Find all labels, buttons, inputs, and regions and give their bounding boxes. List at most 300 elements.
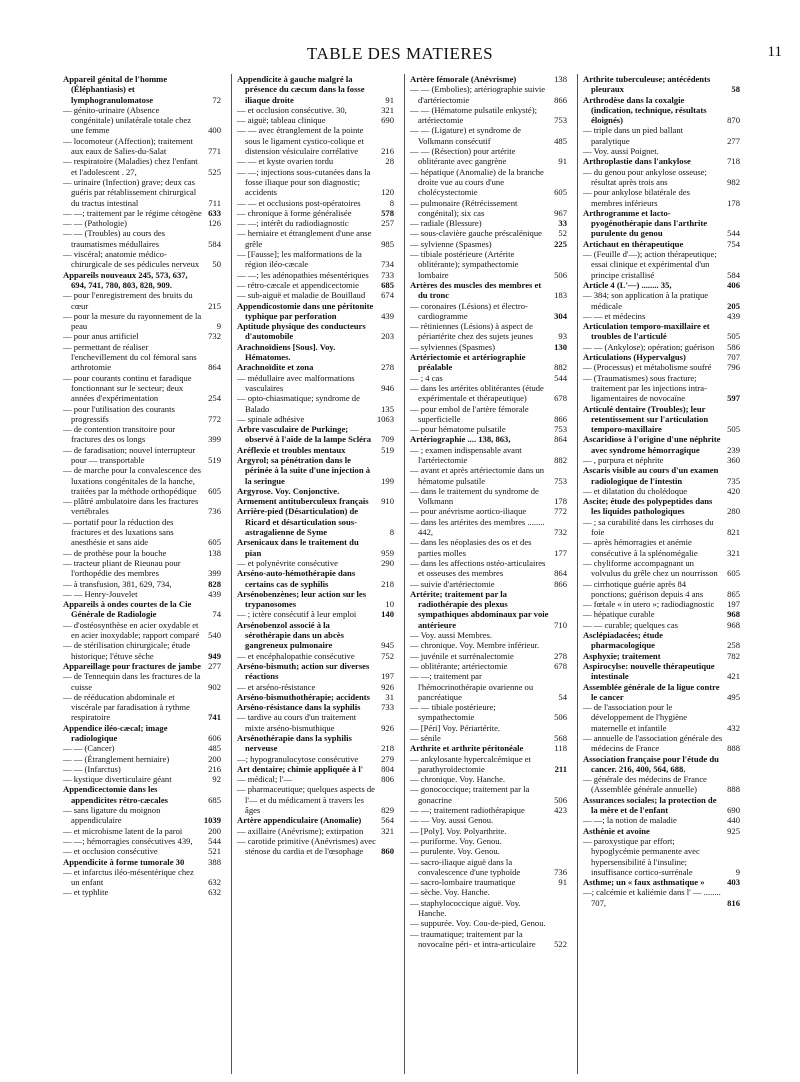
index-entry-text: — [Fausse]; les malformations de la région iléo-cæcale [237,249,362,270]
index-entry-text: —; calcémie et kaliémie dans l' — ........ 707, [583,887,721,908]
index-entry-text: — tardive au cours d'un traitement mixte arséno-bismuthique [237,712,357,733]
index-entry-text: — pour embol de l'artère fémorale superficielle [410,403,529,424]
index-entry-page: 605 [727,568,740,579]
index-entry-text: — de Tennequin dans les fractures de la cuisse [63,671,201,692]
index-entry-text: — sénile [410,733,441,743]
index-entry-page: 741 [208,712,221,723]
index-entry-page: 707 [727,352,740,363]
index-entry-text: — — Voy. aussi Genou. [410,815,494,826]
running-title: TABLE DES MATIERES [306,44,494,63]
index-entry-text: — cirrhotique guérie après 84 ponctions; guérison depuis 4 ans [583,578,704,599]
index-entry-text: — tracteur pliant de Rieunau pour l'orthopédie des membres [63,557,181,579]
index-entry-text: Artère fémorale (Anévrisme) [410,74,517,84]
index-entry [583,877,740,887]
index-entry-text: — et infarctus iléo-mésentérique chez un enfant [63,866,194,888]
index-entry [583,682,740,703]
index-entry-text: — puriforme. Voy. Genou. [410,835,502,846]
index-entry-text: Appareil génital de l'homme (Éléphantiasis) et lymphogranulomatose [63,74,168,105]
index-entry [63,105,221,136]
index-entry [583,537,740,558]
index-entry-text: — sacro-lombaire traumatique [410,877,516,888]
index-entry [583,558,740,579]
index-entry [410,125,567,146]
index-entry-page: 968 [727,609,740,620]
index-entry [410,486,567,507]
index-entry [63,548,221,558]
index-entry [583,826,740,836]
index-entry-text: Art dentaire; chimie appliquée à l' [237,763,364,774]
index-entry-page: 606 [208,733,221,743]
index-entry-page: 754 [727,238,740,249]
page-number: 11 [767,44,782,60]
index-entry [583,146,740,156]
index-entry-page: 277 [727,135,740,146]
index-entry-page: 439 [727,310,740,321]
index-entry-text: — permettant de réaliser l'enchevillement du col fémoral sans arthrotomie [63,341,197,373]
index-entry [237,198,394,208]
index-entry [63,671,221,692]
index-entry-text: Asphyxie; traitement [583,650,661,661]
index-entry [63,177,221,208]
index-entry [410,239,567,249]
index-entry [63,74,221,105]
index-entry [583,754,740,775]
index-entry [583,496,740,517]
index-entry-text: Arsénothérapie dans la syphilis nerveuse [237,733,352,754]
index-entry [237,74,394,105]
index-entry-text: — hépatique (Anomalie) de la branche droite vue au cours d'une cholécystectomie [410,166,544,198]
index-entry-text: — pulmonaire (Rétrécissement congénital); six cas [410,197,518,218]
index-entry [63,826,221,836]
index-entry [63,579,221,589]
index-entry-page: 632 [208,887,221,898]
index-entry-page: 544 [208,835,221,846]
index-entry-text: — pour l'utilisation des courants progressifs [63,403,175,424]
index-entry [583,733,740,754]
index-entry [63,290,221,311]
index-entry-text: Asthme; un « faux asthmatique » [583,877,705,888]
index-entry [410,249,567,280]
index-entry-page: 734 [381,259,394,270]
index-entry [410,805,567,815]
index-entry-page: 710 [554,619,567,630]
index-entry-text: — d'ostéosynthèse en acier oxydable et en acier inoxydable; rapport comparé [63,619,200,641]
index-entry [63,784,221,805]
index-entry-text: — purulente. Voy. Genou. [410,846,500,857]
index-entry-page: 91 [385,94,394,105]
index-entry [63,496,221,517]
index-entry-page: 866 [554,413,567,424]
index-entry-text: Assemblée générale de la ligue contre le cancer [583,681,720,702]
index-entry-page: 926 [381,681,394,692]
index-entry-text: — chronique. Voy. Membre inférieur. [410,640,540,651]
index-entry-page: 568 [554,733,567,743]
index-entry [583,774,740,795]
index-entry [237,609,394,619]
index-entry [237,218,394,228]
index-entry-page: 505 [727,424,740,435]
index-entry-text: — — (Pathologie) [63,218,127,229]
index-entry [410,404,567,425]
index-entry [63,887,221,897]
index-entry-text: Arthrodèse dans la coxalgie (indication, technique, résultats éloignés) [583,94,707,126]
index-entry-page: 183 [554,290,567,301]
index-entry [583,125,740,146]
index-entry-text: Appareillage pour fractures de jambe [63,660,201,671]
index-entry [63,867,221,888]
index-entry [237,208,394,218]
index-entry-text: — rétiniennes (Lésions) à aspect de périartérite chez des sujets jeunes [410,321,534,342]
index-entry [63,805,221,826]
index-entry-text: — sous-clavière gauche préscalénique [410,228,542,239]
index-entry-page: 118 [554,743,567,754]
index-entry-text: Artichaut en thérapeutique [583,238,684,249]
index-entry [410,434,567,444]
index-entry-text: — (Processus) et métabolisme soufré [583,362,712,373]
index-entry-text: — et microbisme latent de la paroi [63,825,183,836]
index-entry-text: — pour ankylose bilatérale des membres inférieurs [583,187,690,208]
index-entry-text: Arsénobenzènes; leur action sur les trypanosomes [237,588,367,610]
index-entry-page: 864 [208,362,221,373]
index-entry-page: 586 [727,341,740,352]
index-entry-text: — médullaire avec malformations vasculaires [237,372,355,393]
index-entry-page: 633 [208,207,221,218]
index-entry-text: Artère appendiculaire (Anomalie) [237,815,362,826]
index-entry [63,764,221,774]
index-entry [583,156,740,166]
index-entry-text: Aptitude physique des conducteurs d'automobile [237,321,366,342]
index-entry [237,362,394,372]
index-entry [410,105,567,126]
index-entry-page: 200 [208,825,221,836]
index-entry-page: 280 [727,506,740,517]
index-entry-text: — de faradisation; nouvel interrupteur pour — transportable [63,444,196,465]
index-entry-page: 578 [381,207,394,218]
index-entry-page: 860 [381,846,394,857]
index-entry [410,784,567,805]
index-entry-page: 828 [208,578,221,589]
index-entry-text: — —; traitement radiothérapique [410,805,525,816]
index-entry [410,218,567,228]
index-entry-page: 290 [381,557,394,568]
index-entry [410,702,567,723]
index-entry [63,218,221,228]
index-entry-text: — et encéphalopathie consécutive [237,650,355,661]
index-entry [410,424,567,434]
index-entry [237,620,394,651]
index-entry-page: 205 [727,300,740,311]
index-entry-page: 439 [208,588,221,599]
index-entry-page: 690 [727,805,740,816]
index-entry-text: Arsénobenzol associé à la sérothérapie dans un abcès gangreneux pulmonaire [237,619,344,651]
index-entry-page: 279 [381,753,394,764]
index-entry-page: 829 [381,805,394,816]
index-entry-page: 257 [381,218,394,229]
index-entry-text: Arachnoïdite et zona [237,362,314,373]
index-entry-text: — du genou pour ankylose osseuse; résultat après trois ans [583,166,707,187]
index-entry [237,424,394,445]
index-entry-text: — — curable; quelques cas [583,619,678,630]
index-entry-text: Artérite; traitement par la radiothérapie des plexus sympathiques abdominaux par voie antérieure [410,588,549,630]
index-entry-page: 804 [381,763,394,774]
index-entry-page: 495 [727,691,740,702]
index-entry-text: — opto-chiasmatique; syndrome de Balado [237,393,360,414]
index-entry-page: 882 [554,362,567,373]
index-entry-text: — — (Ligature) et syndrome de Volkmann consécutif [410,125,521,146]
index-entry-page: 177 [554,547,567,558]
index-entry-text: — ; 4 cas [410,372,443,383]
index-entry-page: 178 [554,496,567,507]
index-entry-text: Appendicite à forme tumorale 30 [63,856,185,867]
index-entry-text: — génito-urinaire (Absence congénitale) unilatérale totale chez une femme [63,104,192,136]
index-entry-text: — pour anus artificiel [63,331,139,342]
index-entry [410,167,567,198]
index-entry [583,95,740,126]
index-entry-page: 753 [554,424,567,435]
index-entry [237,342,394,363]
index-entry-text: Arséno-auto-hémothérapie dans certains cas de syphilis [237,568,356,589]
index-entry-page: 216 [208,763,221,774]
index-entry-page: 521 [208,846,221,857]
index-entry-text: — oblitérante; artériectomie [410,660,508,671]
index-column-2 [231,74,399,1074]
index-entry-text: — —; intérêt du radiodiagnostic [237,218,349,229]
index-entry [63,424,221,445]
index-entry-page: 505 [727,331,740,342]
page-header [0,0,800,63]
index-entry-page: 321 [727,547,740,558]
index-entry [410,743,567,753]
index-entry [410,373,567,383]
index-entry-page: 564 [381,815,394,826]
index-entry-page: 120 [381,187,394,198]
index-entry [63,846,221,856]
index-entry [583,599,740,609]
index-entry [237,784,394,815]
index-column-3 [404,74,572,1074]
index-entry [237,115,394,125]
index-entry [583,620,740,630]
index-entry-text: — dans les artérites oblitérantes (étude expérimentale et thérapeutique) [410,382,544,404]
index-entry-text: — de stérilisation chirurgicale; étude historique; l'étuve sèche [63,640,191,661]
index-entry-page: 772 [554,506,567,517]
index-entry-text: Appendicectomie dans les appendicites rétro-cæcales [63,784,168,805]
index-entry-page: 816 [727,897,740,908]
index-entry-page: 540 [208,630,221,641]
index-entry-page: 685 [208,794,221,805]
index-entry-text: Appendicostomie dans une péritonite typhique par perforation [237,300,374,321]
index-entry-text: Ascite; étude des polypeptides dans les liquides pathologiques [583,496,713,517]
index-entry-text: Argyrose. Voy. Conjonctive. [237,485,340,496]
index-entry-page: 597 [727,393,740,404]
index-entry-page: 140 [381,609,394,620]
index-entry [410,640,567,650]
index-entry-text: — rétro-cæcale et appendicectomie [237,279,359,290]
index-entry [410,342,567,352]
index-entry [583,702,740,733]
index-entry [410,579,567,589]
index-entry-text: Ascaridiose à l'origine d'une néphrite avec syndrome hémorragique [583,434,721,455]
index-entry-page: 605 [554,187,567,198]
index-entry-text: — générale des médecins de France (Assemblée générale annuelle) [583,774,707,795]
index-entry-page: 519 [381,444,394,455]
index-entry [410,815,567,825]
index-entry-text: — dans les néoplasies des os et des parties molles [410,537,532,558]
index-entry-page: 485 [554,135,567,146]
index-entry-page: 91 [558,156,567,167]
index-entry-text: — — (Résection) pour artérite oblitérante avec gangrène [410,146,516,167]
index-entry-text: — dans le traitement du syndrome de Volkmann [410,485,539,507]
index-entry-page: 910 [381,496,394,507]
index-entry-text: — de rééducation abdominale et viscérale par faradisation à rythme respiratoire [63,691,190,723]
index-entry-text: Articulations (Hypervalgus) [583,352,686,363]
index-entry-page: 888 [727,784,740,795]
index-entry-page: 138 [208,547,221,558]
index-entry-page: 33 [558,218,567,229]
index-entry-page: 506 [554,794,567,805]
index-entry [410,754,567,775]
index-entry-page: 959 [381,547,394,558]
index-entry-page: 203 [381,331,394,342]
index-entry-page: 399 [208,568,221,579]
index-entry-text: — pharmaceutique; quelques aspects de l'— et du médicament à travers les âges [237,784,375,816]
index-entry-text: — après hémorragies et anémie consécutive à la splénomégalie [583,537,698,558]
index-entry-page: 506 [554,269,567,280]
index-entry-text: — gonococcique; traitement par la gonacrine [410,784,530,805]
index-entry-text: Appareils à ondes courtes de la Cie Générale de Radiologie [63,599,192,620]
index-columns [58,74,783,1074]
index-entry-text: Aréflexie et troubles mentaux [237,444,346,455]
index-entry-text: — — et médecins [583,310,646,321]
index-entry-page: 218 [381,743,394,754]
index-entry-text: — aiguë; tableau clinique [237,115,326,126]
index-entry-page: 584 [208,238,221,249]
index-entry [237,651,394,661]
index-entry-page: 796 [727,362,740,373]
index-entry-text: — suppurée. Voy. Cou-de-pied, Genou. [410,918,546,929]
index-entry [63,404,221,425]
index-entry-text: — sèche. Voy. Hanche. [410,887,490,898]
index-entry [237,228,394,249]
index-entry-text: — —; traitement par le régime cétogène [63,207,202,218]
index-entry-text: — de l'association pour le développement de l'hygiène maternelle et infantile [583,702,688,733]
index-entry-page: 215 [208,300,221,311]
index-entry-text: Arthrite et arthrite péritonéale [410,743,524,754]
index-entry [63,640,221,661]
index-entry-page: 925 [727,825,740,836]
index-entry [237,290,394,300]
index-entry-text: Association française pour l'étude du cancer. 216, 400, 564, 688. [583,753,719,774]
index-entry-text: — radiale (Blessure) [410,218,482,229]
index-entry-text: Arthroplastie dans l'ankylose [583,156,691,167]
index-entry-text: — sub-aiguë et maladie de Bouillaud [237,290,366,301]
index-entry-text: — — (Infarctus) [63,763,121,774]
index-entry [237,836,394,857]
index-entry [410,558,567,579]
index-entry-page: 432 [727,722,740,733]
index-entry-text: — avant et après artériectomie dans un hématome pulsatile [410,465,545,486]
index-entry-text: — — (Troubles) au cours des traumatismes médullaires [63,228,166,249]
index-entry-text: — et arséno-résistance [237,681,316,692]
index-entry [237,496,394,506]
index-entry-page: 421 [727,671,740,682]
index-entry-text: — médical; l'— [237,774,293,785]
index-entry [237,589,394,610]
index-entry [63,692,221,723]
index-entry-text: — hépatique curable [583,609,655,620]
index-entry-page: 126 [208,218,221,229]
index-entry [237,280,394,290]
index-entry [410,506,567,516]
index-entry-text: — suivie d'artériectomie [410,578,495,589]
index-entry-text: — chronique. Voy. Hanche. [410,774,506,785]
index-entry-page: 753 [554,115,567,126]
index-entry-page: 949 [208,650,221,661]
index-entry-text: — — (Hématome pulsatile enkysté); artériectomie [410,104,537,126]
index-entry [237,815,394,825]
index-entry-page: 31 [385,691,394,702]
index-entry-page: 278 [381,362,394,373]
index-entry-text: — pour la mesure du rayonnement de la peau [63,310,202,332]
index-entry [583,311,740,321]
index-entry-page: 902 [208,681,221,692]
index-entry-page: 864 [554,434,567,445]
index-entry-page: 865 [727,588,740,599]
index-entry-text: — coronaires (Lésions) et électro-cardiogramme [410,300,528,321]
index-entry-page: 130 [554,341,567,352]
index-entry [410,74,567,84]
index-entry [237,414,394,424]
index-entry-page: 718 [727,156,740,167]
index-entry [410,877,567,887]
index-entry-text: Appendice iléo-cæcal; image radiologique [63,722,168,743]
index-entry [237,105,394,115]
index-entry-page: 732 [208,331,221,342]
index-entry-text: — sacro-iliaque aiguë dans la convalescence d'une typhoïde [410,856,521,877]
index-entry [237,692,394,702]
index-entry [583,342,740,352]
index-entry-page: 985 [381,238,394,249]
index-entry-text: — — (Ankylose); opération; guérison [583,341,715,352]
index-entry [410,537,567,558]
index-entry [410,774,567,784]
index-entry-page: 10 [385,599,394,610]
index-entry-page: 138 [554,74,567,84]
index-entry [583,455,740,465]
index-entry-page: 54 [558,691,567,702]
index-entry-text: — —; la notion de maladie [583,815,677,826]
index-entry-text: — herniaire et étranglement d'une anse grêle [237,228,372,249]
index-entry [237,373,394,394]
index-column-1 [58,74,226,1074]
index-entry-text: — axillaire (Anévrisme); extirpation [237,825,364,836]
index-entry-page: 360 [727,454,740,465]
index-entry [63,270,221,291]
index-entry [63,558,221,579]
index-entry-page: 93 [558,331,567,342]
index-entry-text: — ; ictère consécutif à leur emploi [237,609,357,620]
index-entry [583,404,740,435]
index-entry-page: 58 [731,84,740,95]
index-entry [583,249,740,280]
index-entry [583,815,740,825]
index-entry-page: 8 [389,527,394,538]
index-entry-page: 945 [381,640,394,651]
index-entry-page: 277 [208,660,221,671]
index-entry-text: Assurances sociales; la protection de la mère et de l'enfant [583,794,717,816]
index-entry-text: — traumatique; traitement par la novocaïne péri- et intra-articulaire [410,928,536,949]
index-entry-page: 732 [554,527,567,538]
